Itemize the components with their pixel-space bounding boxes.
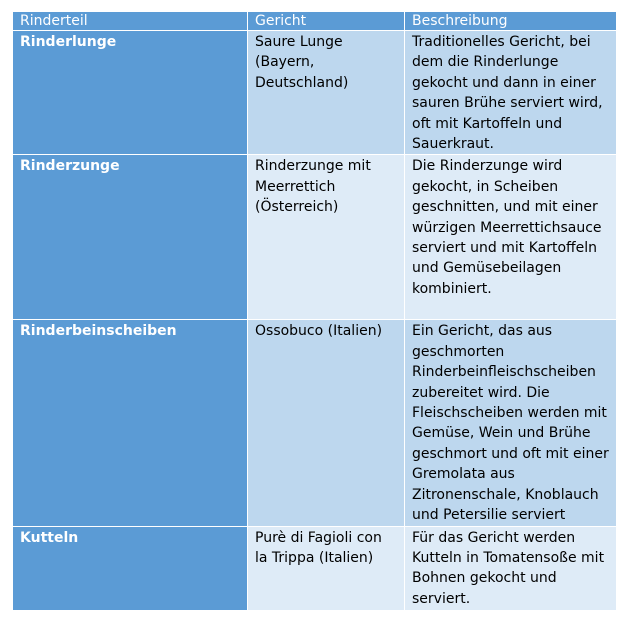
table-row bbox=[13, 320, 617, 526]
row-part: Kutteln bbox=[13, 526, 248, 610]
table-row bbox=[13, 526, 617, 610]
row-part: Rinderlunge bbox=[13, 31, 248, 155]
row-dish: Purè di Fagioli con la Trippa (Italien) bbox=[248, 526, 405, 610]
row-description: Ein Gericht, das aus geschmorten Rinderbeinfleischscheiben zubereitet wird. Die Fleischscheiben werden mit Gemüse, Wein und Brühe geschmort und oft mit einer Gremolata aus Zitronenschale, Knoblauch und Petersilie serviert bbox=[405, 320, 617, 526]
row-part: Rinderzunge bbox=[13, 155, 248, 320]
row-dish: Saure Lunge (Bayern, Deutschland) bbox=[248, 31, 405, 155]
row-dish: Rinderzunge mit Meerrettich (Österreich) bbox=[248, 155, 405, 320]
row-description: Die Rinderzunge wird gekocht, in Scheiben geschnitten, und mit einer würzigen Meerrettichsauce serviert und mit Kartoffeln und Gemüsebeilagen kombiniert. bbox=[405, 155, 617, 320]
header-gericht: Gericht bbox=[248, 12, 405, 31]
table-row bbox=[13, 155, 617, 320]
row-description: Traditionelles Gericht, bei dem die Rinderlunge gekocht und dann in einer sauren Brühe serviert wird, oft mit Kartoffeln und Sauerkraut. bbox=[405, 31, 617, 155]
header-rinderteil: Rinderteil bbox=[13, 12, 248, 31]
row-description: Für das Gericht werden Kutteln in Tomatensoße mit Bohnen gekocht und serviert. bbox=[405, 526, 617, 610]
header-beschreibung: Beschreibung bbox=[405, 12, 617, 31]
table-row bbox=[13, 31, 617, 155]
row-part: Rinderbeinscheiben bbox=[13, 320, 248, 526]
row-dish: Ossobuco (Italien) bbox=[248, 320, 405, 526]
table-header-row bbox=[13, 12, 617, 31]
beef-dishes-table bbox=[12, 11, 617, 611]
